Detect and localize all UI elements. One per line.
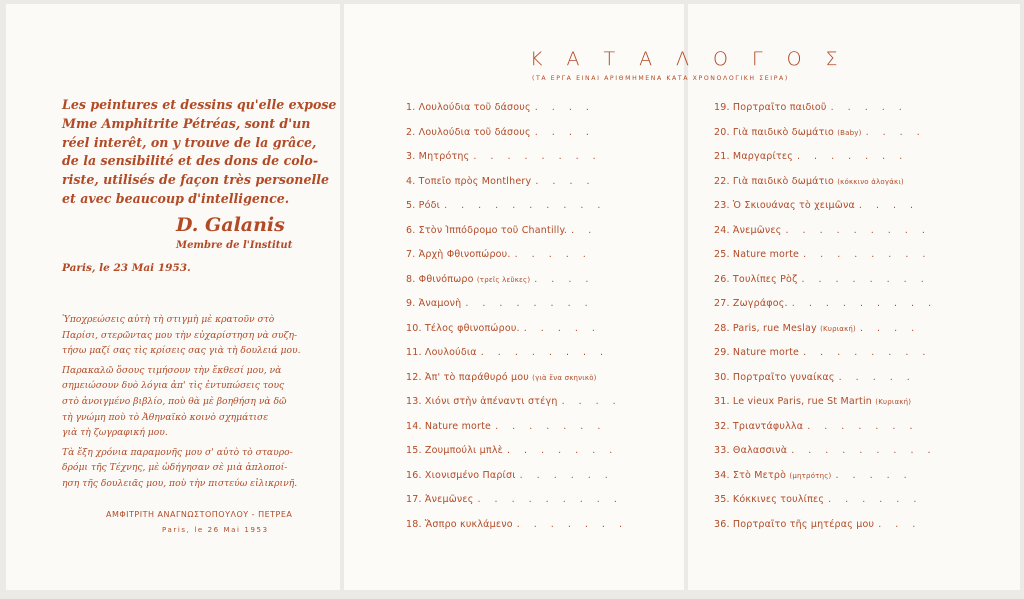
french-preface-line: réel interêt, on y trouve de la grâce,	[62, 134, 317, 150]
catalog-item	[714, 200, 919, 211]
greek-line: Ὑποχρεώσεις αὐτὴ τὴ στιγμὴ μὲ κρατοῦν στὸ	[62, 314, 275, 325]
catalog-item-dots: . . . . . . . .	[801, 273, 930, 285]
catalog-item-dots: . . . .	[534, 102, 595, 113]
catalog-item	[406, 445, 618, 456]
author-date: Paris, le 26 Mai 1953	[162, 526, 269, 534]
catalog-item	[406, 494, 622, 505]
catalog-item	[714, 323, 920, 334]
catalog-item-dots: . . . . .	[523, 322, 601, 334]
catalog-item-dots: . . .	[878, 518, 921, 530]
catalog-item	[406, 151, 601, 162]
catalog-item	[714, 494, 922, 505]
catalog-item-dots: . . . . . . . .	[480, 347, 609, 358]
catalog-item-dots: . . . .	[865, 126, 926, 138]
french-preface-line: et avec beaucoup d'intelligence.	[62, 190, 290, 206]
catalog-item	[406, 127, 594, 138]
catalog-item-dots: . . . .	[858, 200, 919, 211]
catalog-item-title: 5. Ρόδι	[406, 200, 441, 211]
catalog-item-title: 21. Μαργαρίτες	[714, 151, 793, 162]
catalog-item-title: 11. Λουλούδια	[406, 347, 477, 358]
catalog-item-dots: . . . . . . .	[507, 445, 618, 456]
catalog-item-dots: . . . . . . .	[495, 420, 606, 432]
greek-line: σημειώσουν δυὸ λόγια ἀπ' τὶς ἐντυπώσεις τους	[62, 380, 285, 392]
catalog-item	[714, 470, 912, 481]
catalog-item-note: (Baby)	[837, 128, 862, 137]
catalog-item	[714, 225, 930, 236]
catalog-item	[714, 396, 911, 407]
catalog-item-title: 14. Nature morte	[406, 420, 492, 432]
catalog-item	[406, 519, 627, 530]
catalog-item-title: 34. Στὸ Μετρὸ	[714, 469, 787, 481]
catalog-item	[714, 127, 925, 138]
catalog-item-title: 17. Ἀνεμῶνες	[406, 494, 474, 505]
french-preface-line: riste, utilisés de façon très personelle	[62, 172, 330, 188]
catalog-item-dots: . . . .	[534, 273, 594, 285]
catalog-item-dots: . .	[571, 224, 597, 236]
catalog-item-dots: . . . . . . . .	[465, 298, 594, 309]
catalog-item	[714, 298, 937, 309]
catalog-item-dots: . . . . .	[830, 102, 908, 113]
catalog-item	[406, 298, 593, 309]
catalog-item-dots: . . . .	[535, 175, 595, 187]
catalog-item-title: 4. Τοπεῖο πρὸς Montlhery	[406, 175, 532, 187]
catalog-item-title: 30. Πορτραῖτο γυναίκας	[714, 371, 835, 383]
catalog-item-title: 12. Ἀπ' τὸ παράθυρό μου	[406, 371, 529, 383]
french-preface-line: Mme Amphitrite Pétréas, sont d'un	[62, 115, 311, 131]
catalog-item-title: 24. Ἀνεμῶνες	[714, 224, 782, 236]
catalog-item	[714, 102, 907, 113]
catalog-item-dots: . . . . . . .	[807, 420, 918, 432]
catalog-item	[406, 323, 600, 334]
catalog-item-title: 31. Le vieux Paris, rue St Martin	[714, 396, 873, 407]
catalog-item-note: (τρεῖς λεῦκες)	[476, 275, 531, 284]
catalog-item-title: 35. Κόκκινες τουλίπες	[714, 494, 825, 505]
catalog-item-note: (γιὰ ἕνα σκηνικὸ)	[532, 373, 597, 382]
french-place-date: Paris, le 23 Mai 1953.	[62, 262, 191, 274]
catalog-item-note: (κόκκινο ἀλογάκι)	[837, 177, 904, 186]
catalog-item	[714, 274, 929, 285]
catalog-item-dots: . . . . . . .	[796, 151, 908, 162]
catalog-item-dots: . . . . .	[514, 249, 592, 260]
signature-title: Membre de l'Institut	[176, 240, 293, 251]
catalog-item-title: 13. Χιόνι στὴν ἀπέναντι στέγη	[406, 396, 558, 407]
catalog-item-note: (μητρότης)	[789, 471, 832, 480]
signature-name: D. Galanis	[176, 214, 285, 236]
catalog-item-dots: . . . . .	[838, 371, 916, 383]
catalog-item-title: 16. Χιονισμένο Παρίσι	[406, 469, 516, 481]
catalog-item	[714, 519, 921, 530]
catalog-item	[714, 421, 918, 432]
catalog-item-title: 36. Πορτραῖτο τῆς μητέρας μου	[714, 518, 875, 530]
catalog-item-title: 10. Τέλος φθινοπώρου.	[406, 322, 520, 334]
catalog-item-title: 28. Paris, rue Meslay	[714, 322, 817, 334]
catalog-item-title: 19. Πορτραῖτο παιδιοῦ	[714, 102, 827, 113]
catalog-item-title: 26. Τουλίπες Ρὸζ	[714, 273, 798, 285]
catalog-item-dots: . . . . . . . .	[473, 151, 602, 162]
catalog-item	[714, 151, 908, 162]
catalog-item-title: 7. Ἀρχὴ Φθινοπώρου.	[406, 249, 511, 260]
catalog-item-title: 27. Ζωγράφος.	[714, 298, 788, 309]
catalog-item-title: 20. Γιὰ παιδικὸ δωμάτιο	[714, 126, 834, 138]
greek-line: ηση τῆς δουλειᾶς μου, ποὺ τὴν πιστεύω εἰλικρινῆ.	[62, 477, 298, 489]
catalog-item	[406, 102, 594, 113]
catalog-item-title: 15. Ζουμπούλι μπλὲ	[406, 445, 503, 456]
french-preface-line: Les peintures et dessins qu'elle expose	[62, 97, 337, 112]
catalog-item-title: 2. Λουλούδια τοῦ δάσους	[406, 126, 531, 138]
catalog-item-title: 22. Γιὰ παιδικὸ δωμάτιο	[714, 175, 834, 187]
greek-line: τὴ γνώμη ποὺ τὸ Ἀθηναϊκὸ κοινὸ σχημάτισε	[62, 411, 269, 423]
catalog-item	[714, 249, 931, 260]
catalog-item	[406, 421, 606, 432]
catalog-item-dots: . . . . . .	[519, 469, 614, 481]
catalog-title: ΚΑΤΑΛΟΓΟΣ	[530, 48, 862, 70]
greek-line: Τὰ ἔξη χρόνια παραμονῆς μου σ' αὐτὸ τὸ σταυρο-	[62, 446, 293, 458]
greek-line: τήσω μαζί σας τὶς κρίσεις σας γιὰ τὴ δουλειά μου.	[62, 345, 301, 357]
greek-line: δρόμι τῆς Τέχνης, μὲ ὡδήγησαν σὲ μιὰ ἁπλοποί-	[62, 462, 288, 474]
catalog-item-title: 6. Στὸν Ἱππόδρομο τοῦ Chantilly.	[406, 224, 568, 236]
catalog-item-dots: . . . . . . .	[516, 518, 628, 530]
catalog-item-title: 8. Φθινόπωρο	[406, 273, 474, 285]
catalog-item-note: (Κυριακή)	[875, 398, 912, 406]
catalog-item-title: 23. Ὁ Σκιουάνας τὸ χειμῶνα	[714, 200, 855, 211]
greek-line: στὸ ἀνοιγμένο βιβλίο, ποὺ θὰ μὲ βοηθήση νὰ δῶ	[62, 395, 287, 407]
catalog-item-title: 25. Nature morte	[714, 249, 800, 260]
catalog-item	[406, 200, 606, 211]
preface-panel	[6, 4, 340, 590]
greek-line: Παρακαλῶ ὅσους τιμήσουν τὴν ἔκθεσί μου, νὰ	[62, 364, 282, 376]
catalog-item-title: 29. Nature morte	[714, 347, 800, 358]
catalog-item-dots: . . . . . .	[828, 494, 922, 505]
catalog-item	[406, 274, 594, 285]
catalog-item	[406, 347, 609, 358]
catalog-right-panel	[688, 4, 1020, 590]
catalog-item-dots: . . . . . . . . .	[785, 224, 931, 236]
french-preface	[62, 96, 337, 209]
catalog-item-dots: . . . . . . . . .	[477, 494, 623, 505]
catalog-item-title: 1. Λουλούδια τοῦ δάσους	[406, 102, 531, 113]
greek-line: Παρίσι, στερῶντας μου τὴν εὐχαρίστηση νὰ συζη-	[62, 329, 298, 341]
catalog-item-dots: . . . .	[860, 322, 920, 334]
greek-line: γιὰ τὴ ζωγραφική μου.	[62, 427, 168, 439]
catalog-item	[714, 176, 904, 187]
catalog-item-title: 3. Μητρότης	[406, 151, 470, 162]
greek-preface	[62, 312, 322, 492]
catalog-item	[714, 445, 936, 456]
catalog-item	[406, 225, 597, 236]
catalog-item-title: 32. Τριαντάφυλλα	[714, 420, 804, 432]
catalog-subtitle: (ΤΑ ΕΡΓΑ ΕΙΝΑΙ ΑΡΙΘΜΗΜΕΝΑ ΚΑΤΑ ΧΡΟΝΟΛΟΓΙΚΗ ΣΕΙΡΑ)	[532, 75, 789, 82]
catalog-item-dots: . . . . . . . . . .	[444, 200, 606, 211]
catalog-item-note: (Κυριακή)	[820, 324, 856, 333]
catalog-item	[714, 347, 931, 358]
catalog-item	[714, 372, 915, 383]
catalog-item-dots: . . . . . . . .	[803, 249, 931, 260]
french-preface-line: de la sensibilité et des dons de colo-	[62, 153, 319, 169]
catalog-left-panel	[344, 4, 684, 590]
catalog-item-title: 33. Θαλασσινὰ	[714, 445, 788, 456]
catalog-item-dots: . . . . . . . . .	[791, 445, 937, 456]
catalog-item-dots: . . . . .	[835, 469, 913, 481]
catalog-item	[406, 396, 621, 407]
catalog-item-title: 18. Ἄσπρο κυκλάμενο	[406, 518, 513, 530]
author-name: ΑΜΦΙΤΡΙΤΗ ΑΝΑΓΝΩΣΤΟΠΟΥΛΟΥ - ΠΕΤΡΕΑ	[106, 510, 293, 519]
catalog-item-dots: . . . .	[534, 126, 595, 138]
catalog-item-dots: . . . . . . . .	[803, 347, 931, 358]
catalog-item-dots: . . . . . . . . .	[791, 298, 937, 309]
catalog-item	[406, 176, 595, 187]
catalog-item-dots: . . . .	[561, 396, 622, 407]
catalog-item	[406, 372, 597, 383]
catalog-item	[406, 249, 591, 260]
catalog-item-title: 9. Ἀναμονὴ	[406, 298, 462, 309]
catalog-item	[406, 470, 613, 481]
